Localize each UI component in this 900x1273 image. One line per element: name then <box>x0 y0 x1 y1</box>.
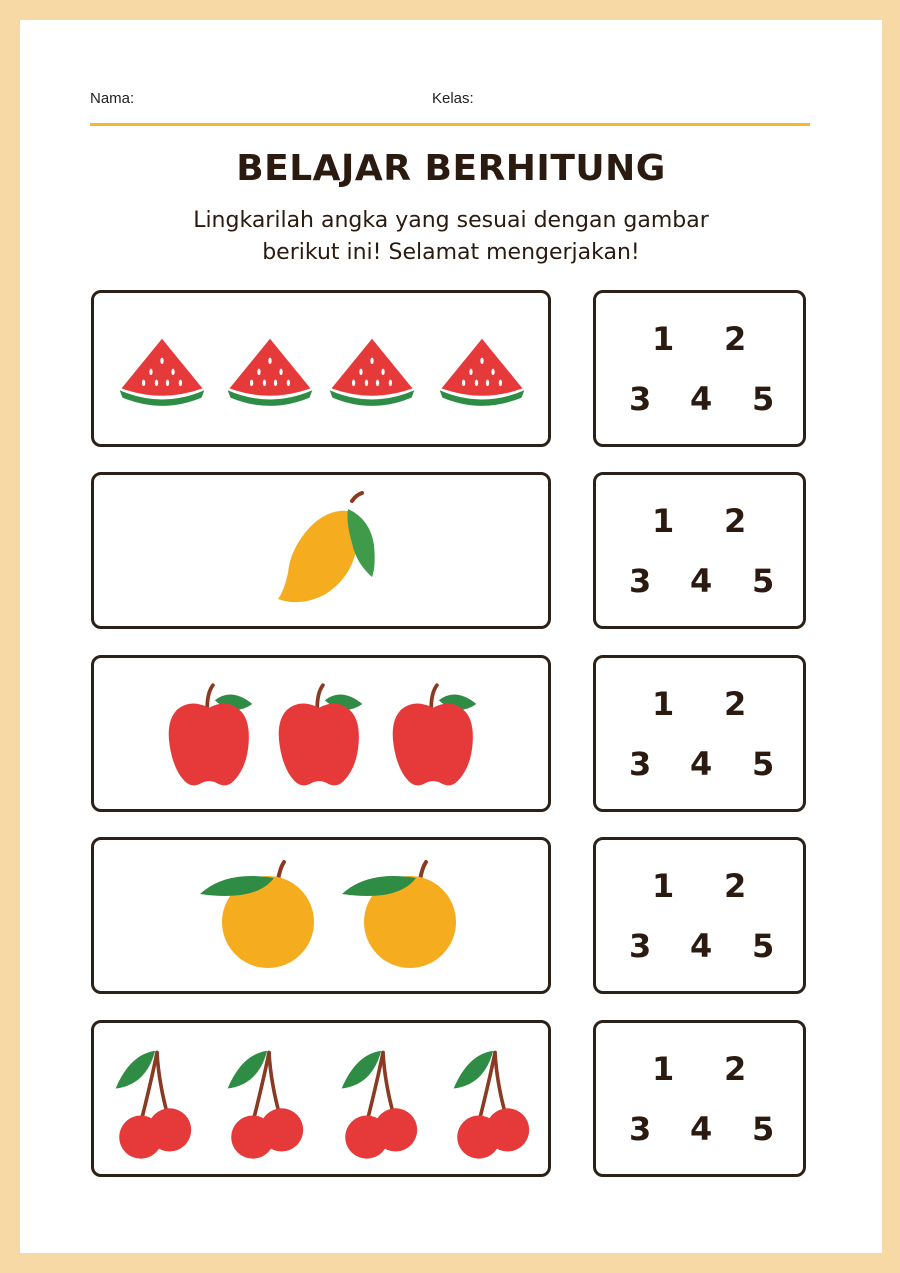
orange-icon <box>196 860 326 970</box>
picture-box-3 <box>91 655 551 812</box>
cherry-icon <box>338 1043 428 1161</box>
number-option[interactable]: 3 <box>629 927 652 965</box>
number-option[interactable]: 4 <box>690 745 713 783</box>
number-option[interactable]: 1 <box>652 502 675 540</box>
number-option[interactable]: 3 <box>629 745 652 783</box>
cherry-icon <box>450 1043 540 1161</box>
number-options-1 <box>593 290 806 447</box>
orange-icon <box>338 860 468 970</box>
picture-box-2 <box>91 472 551 629</box>
watermelon-icon <box>436 333 528 407</box>
picture-box-5 <box>91 1020 551 1177</box>
number-option[interactable]: 4 <box>690 1110 713 1148</box>
number-option[interactable]: 1 <box>652 867 675 905</box>
apple-icon <box>388 678 482 794</box>
number-option[interactable]: 2 <box>724 867 747 905</box>
instructions <box>20 205 882 269</box>
number-options-5 <box>593 1020 806 1177</box>
number-option[interactable]: 1 <box>652 320 675 358</box>
number-option[interactable]: 5 <box>752 562 775 600</box>
number-option[interactable]: 2 <box>724 320 747 358</box>
number-options-4 <box>593 837 806 994</box>
cherry-icon <box>112 1043 202 1161</box>
header-divider <box>90 123 810 126</box>
number-options-3 <box>593 655 806 812</box>
mango-icon <box>270 491 390 611</box>
number-option[interactable]: 2 <box>724 1050 747 1088</box>
instruction-line-2: berikut ini! Selamat mengerjakan! <box>262 240 640 265</box>
number-option[interactable]: 5 <box>752 745 775 783</box>
number-option[interactable]: 2 <box>724 685 747 723</box>
cherry-icon <box>224 1043 314 1161</box>
number-option[interactable]: 5 <box>752 380 775 418</box>
name-label: Nama: <box>90 90 135 107</box>
watermelon-icon <box>326 333 418 407</box>
number-option[interactable]: 4 <box>690 380 713 418</box>
number-option[interactable]: 1 <box>652 685 675 723</box>
watermelon-icon <box>116 333 208 407</box>
number-options-2 <box>593 472 806 629</box>
page-title: BELAJAR BERHITUNG <box>236 148 666 189</box>
picture-box-1 <box>91 290 551 447</box>
number-option[interactable]: 3 <box>629 1110 652 1148</box>
number-option[interactable]: 2 <box>724 502 747 540</box>
number-option[interactable]: 5 <box>752 1110 775 1148</box>
number-option[interactable]: 4 <box>690 927 713 965</box>
number-option[interactable]: 1 <box>652 1050 675 1088</box>
apple-icon <box>274 678 368 794</box>
number-option[interactable]: 3 <box>629 380 652 418</box>
watermelon-icon <box>224 333 316 407</box>
class-label: Kelas: <box>432 90 474 107</box>
instruction-line-1: Lingkarilah angka yang sesuai dengan gambar <box>193 208 709 233</box>
apple-icon <box>164 678 258 794</box>
worksheet <box>20 20 882 1253</box>
number-option[interactable]: 5 <box>752 927 775 965</box>
number-option[interactable]: 4 <box>690 562 713 600</box>
number-option[interactable]: 3 <box>629 562 652 600</box>
picture-box-4 <box>91 837 551 994</box>
